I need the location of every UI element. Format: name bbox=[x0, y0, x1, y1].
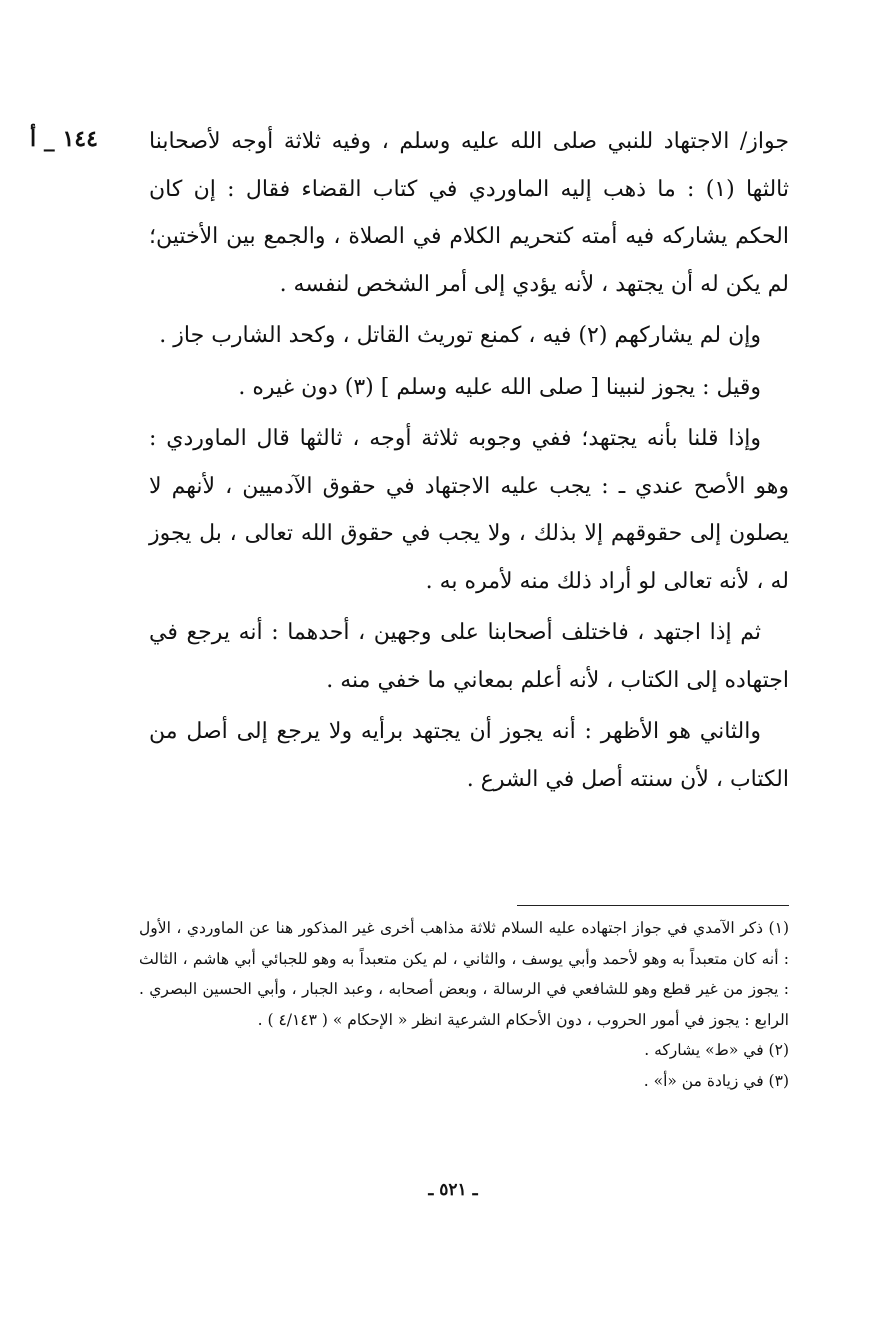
footnote-1: (١) ذكر الآمدي في جواز اجتهاده عليه السلام ثلاثة مذاهب أخرى غير المذكور هنا عن الماوردي ، الأول : أنه كان متعبداً به وهو لأحمد وأبي يوسف ، والثاني ، لم يكن متعبداً به وهو للجبائي أبي هاشم ، الثالث : يجوز من غير قطع وهو للشافعي في الرسالة ، وبعض أصحابه ، وعبد الجبار ، وأبي الحسين البصري . الرابع : يجوز في أمور الحروب ، دون الأحكام الشرعية انظر « الإحكام » ( ٤/١٤٣ ) . bbox=[139, 919, 789, 1029]
footnote-2: (٢) في «ط» يشاركه . bbox=[644, 1041, 789, 1059]
page-number: ـ ٥٢١ ـ bbox=[428, 1180, 478, 1200]
paragraph-5: ثم إذا اجتهد ، فاختلف أصحابنا على وجهين ، أحدهما : أنه يرجع في اجتهاده إلى الكتاب ، لأنه أعلم بمعاني ما خفي منه . bbox=[149, 620, 789, 693]
manuscript-folio-marker: ١٤٤ _ أ bbox=[30, 126, 98, 152]
paragraph-4: وإذا قلنا بأنه يجتهد؛ ففي وجوبه ثلاثة أوجه ، ثالثها قال الماوردي : وهو الأصح عندي ـ : يجب عليه الاجتهاد في حقوق الآدميين ، لأنهم لا يصلون إلى حقوقهم إلا بذلك ، ولا يجب في حقوق الله تعالى ، بل يجوز له ، لأنه تعالى لو أراد ذلك منه لأمره به . bbox=[149, 426, 789, 594]
paragraph-3: وقيل : يجوز لنبينا [ صلى الله عليه وسلم ] (٣) دون غيره . bbox=[238, 374, 761, 400]
main-body-text bbox=[149, 118, 789, 803]
paragraph-6: والثاني هو الأظهر : أنه يجوز أن يجتهد برأيه ولا يرجع إلى أصل من الكتاب ، لأن سنته أصل في الشرع . bbox=[149, 719, 789, 792]
paragraph-1: جواز/ الاجتهاد للنبي صلى الله عليه وسلم ، وفيه ثلاثة أوجه لأصحابنا ثالثها (١) : ما ذهب إليه الماوردي في كتاب القضاء فقال : إن كان الحكم يشاركه فيه أمته كتحريم الكلام في الصلاة ، والجمع بين الأختين؛ لم يكن له أن يجتهد ، لأنه يؤدي إلى أمر الشخص لنفسه . bbox=[149, 129, 789, 297]
footnote-3: (٣) في زيادة من «أ» . bbox=[643, 1071, 789, 1090]
footnote-separator bbox=[517, 905, 789, 906]
paragraph-2: وإن لم يشاركهم (٢) فيه ، كمنع توريث القاتل ، وكحد الشارب جاز . bbox=[159, 323, 761, 348]
footnotes-section bbox=[139, 913, 789, 1096]
